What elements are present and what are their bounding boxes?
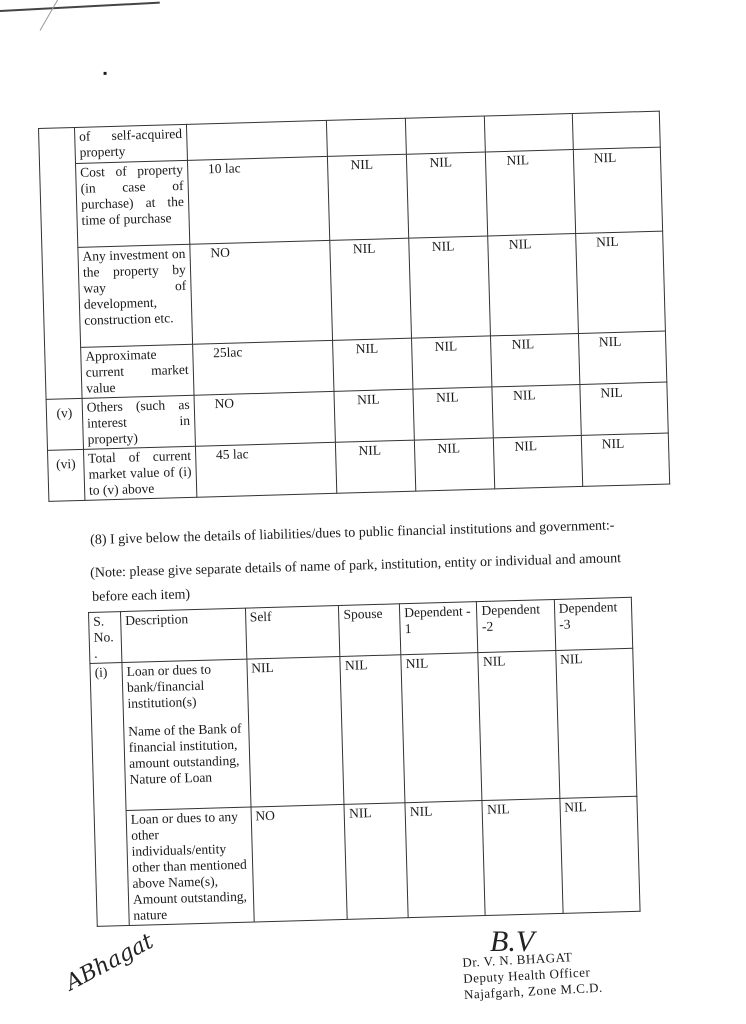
description-cell: of self-acquired property <box>74 124 187 163</box>
dep2-cell: NIL <box>492 384 581 437</box>
self-cell: NO <box>251 804 348 922</box>
scan-edge-mark <box>0 2 160 12</box>
description-cell <box>122 659 251 810</box>
description-cell: Any investment on the property by way of development, construction etc. <box>78 244 193 347</box>
officer-stamp <box>462 948 603 1003</box>
dep1-cell: NIL <box>412 336 492 389</box>
header-dependent-3: Dependent -3 <box>554 597 633 650</box>
self-cell <box>186 120 328 160</box>
spouse-cell: NIL <box>340 655 405 805</box>
description-cell: Approximate current market value <box>81 344 194 398</box>
header-dependent-1: Dependent - 1 <box>400 602 479 655</box>
dep1-cell: NIL <box>413 387 493 440</box>
description-cell: Total of current market value of (i) to (v) above <box>83 446 196 500</box>
handwritten-initials: B.V <box>490 925 535 958</box>
self-cell: 10 lac <box>187 156 330 244</box>
dep2-cell: NIL <box>488 234 578 336</box>
spouse-cell <box>327 118 407 156</box>
dep3-cell: NIL <box>578 331 667 384</box>
scan-edge-mark <box>40 0 71 31</box>
section-8-note-cont: before each item) <box>92 587 191 605</box>
self-cell: 25lac <box>192 340 334 395</box>
punch-mark: ▪ <box>103 66 108 80</box>
stamp-title: Deputy Health Officer <box>462 964 591 986</box>
description-cell: Loan or dues to any other individuals/entity other than mentioned above Name(s), Amount outstanding, nature <box>126 807 254 925</box>
dep1-cell: NIL <box>401 653 482 803</box>
liabilities-table <box>88 597 641 927</box>
sno-cell: (vi) <box>48 449 85 501</box>
self-cell: 45 lac <box>195 442 337 497</box>
description-cell: Others (such as interest in property) <box>82 395 195 449</box>
dep3-cell <box>572 111 660 149</box>
handwritten-signature-left: ABhagat <box>61 929 158 996</box>
section-8-note: (Note: please give separate details of name of park, institution, entity or individual and amount <box>90 551 622 581</box>
description-cell: Cost of property (in case of purchase) at the time of purchase <box>75 160 189 247</box>
dep2-cell: NIL <box>478 650 559 800</box>
description-part-b: Name of the Bank of financial institution, amount outstanding, Nature of Loan <box>128 720 242 787</box>
dep2-cell <box>485 114 573 152</box>
header-self: Self <box>245 605 340 659</box>
dep1-cell: NIL <box>415 438 495 491</box>
dep3-cell: NIL <box>580 382 669 435</box>
sno-cell: (v) <box>46 398 83 450</box>
self-cell: NO <box>194 391 336 446</box>
dep3-cell: NIL <box>560 796 641 913</box>
sno-cell: (i) <box>90 663 129 927</box>
dep2-cell: NIL <box>482 798 562 915</box>
spouse-cell: NIL <box>336 440 416 493</box>
header-spouse: Spouse <box>339 604 401 657</box>
spouse-cell: NIL <box>334 389 414 442</box>
dep1-cell: NIL <box>405 801 485 918</box>
stamp-office: Najafgarh, Zone M.C.D. <box>463 979 604 1002</box>
header-sno: S. No. . <box>89 612 122 664</box>
stamp-name: Dr. V. N. BHAGAT <box>462 949 573 970</box>
dep3-cell: NIL <box>573 147 663 233</box>
spouse-cell: NIL <box>333 338 413 391</box>
dep1-cell: NIL <box>407 152 488 238</box>
dep2-cell: NIL <box>486 150 576 236</box>
section-8-heading: (8) I give below the details of liabilities/dues to public financial institutions and government:- <box>90 518 615 548</box>
table-row <box>90 648 637 811</box>
spouse-cell: NIL <box>344 803 408 920</box>
spouse-cell: NIL <box>328 154 409 240</box>
dep3-cell: NIL <box>581 433 670 486</box>
self-cell: NO <box>190 240 333 344</box>
dep2-cell: NIL <box>491 333 580 386</box>
dep3-cell: NIL <box>555 648 636 798</box>
description-part-a: Loan or dues to bank/financial institution(s) <box>126 661 212 711</box>
table-row <box>42 231 666 348</box>
dep1-cell: NIL <box>409 236 491 338</box>
spouse-cell: NIL <box>330 238 412 340</box>
table-row <box>94 796 640 926</box>
dep3-cell: NIL <box>575 231 665 333</box>
assets-table <box>38 111 670 502</box>
dep1-cell <box>406 116 486 154</box>
header-dependent-2: Dependent -2 <box>477 599 556 652</box>
self-cell: NIL <box>246 656 344 807</box>
dep2-cell: NIL <box>494 435 583 488</box>
header-description: Description <box>120 608 246 662</box>
